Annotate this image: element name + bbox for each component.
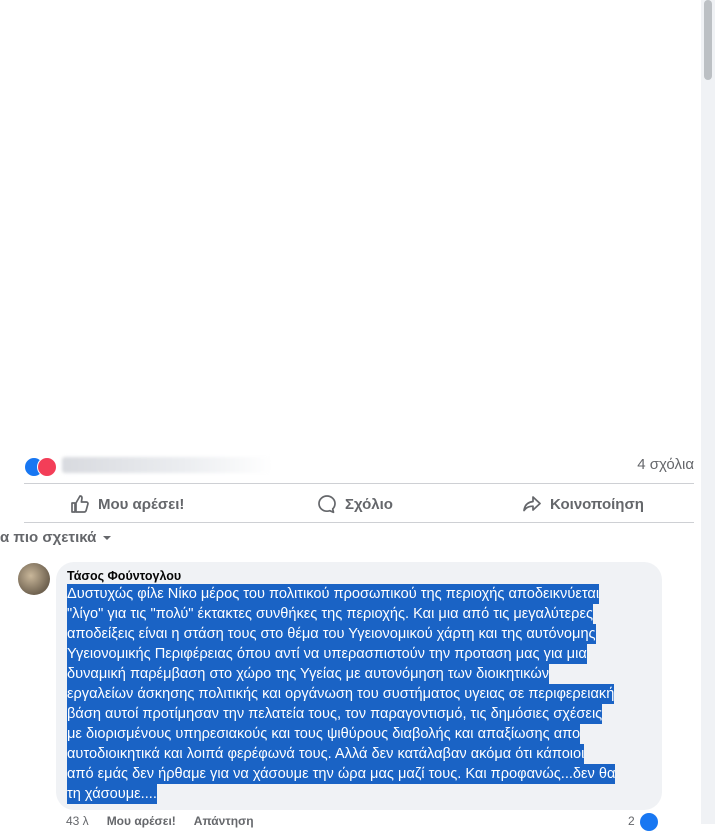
reaction-icons[interactable] xyxy=(24,455,56,477)
comment-text-selected xyxy=(67,584,615,804)
like-button[interactable] xyxy=(70,490,184,518)
comment-reaction-count: 2 xyxy=(628,814,635,828)
share-icon xyxy=(522,494,542,514)
post-actions xyxy=(24,490,694,518)
like-button-label: Μου αρέσει! xyxy=(98,495,185,513)
comment-text-line: δυναμική παρέμβαση στο χώρο της Υγείας με αυτονόμηση των διοικητικών xyxy=(67,666,550,682)
scrollbar-thumb[interactable] xyxy=(704,0,712,80)
comment-author[interactable]: Τάσος Φούντογλου xyxy=(67,569,182,583)
comment-text-line: από εμάς δεν ήρθαμε για να χάσουμε την ώρα μας μαζί τους. Και προφανώς...δεν θα xyxy=(67,766,616,782)
like-reaction-icon[interactable] xyxy=(640,813,658,831)
chevron-down-icon xyxy=(102,533,112,543)
comment-text-line: αποδείξεις είναι η στάση τους στο θέμα του Υγειονομικού χάρτη και της αυτόνομης xyxy=(67,626,596,642)
comment-like-button[interactable]: Μου αρέσει! xyxy=(106,814,176,828)
comment-text-line: βάση αυτοί προτίμησαν την πελατεία τους, τον παραγοντισμό, τις δημόσιες σχέσεις xyxy=(67,706,603,722)
reaction-names-blurred xyxy=(62,457,272,473)
comment-meta xyxy=(66,814,254,828)
share-button[interactable] xyxy=(522,490,644,518)
page-scrollbar[interactable] xyxy=(701,0,715,824)
comment-count[interactable]: 4 σχόλια xyxy=(637,456,694,473)
divider xyxy=(24,522,694,523)
comment-icon xyxy=(317,494,337,514)
love-reaction-icon xyxy=(37,457,57,477)
comment-text-line: τη χάσουμε.... xyxy=(67,786,157,802)
avatar[interactable] xyxy=(18,563,50,595)
divider xyxy=(24,483,694,484)
comment-sort-dropdown[interactable] xyxy=(0,529,112,546)
comment-text-line: εργαλείων άσκησης πολιτικής και οργάνωση του συστήματος υγειας σε περιφερειακή xyxy=(67,686,615,702)
share-button-label: Κοινοποίηση xyxy=(550,495,644,513)
sort-label: α πιο σχετικά xyxy=(0,529,97,546)
comment-text-line: Δυστυχώς φίλε Νίκο μέρος του πολιτικού προσωπικού της περιοχής αποδεικνύεται xyxy=(67,586,600,602)
comment-text-line: με διορισμένους υπηρεσιακούς και τους ψιθύρους διαβολής και απαξίωσης απο xyxy=(67,726,581,742)
reaction-summary[interactable] xyxy=(24,453,694,479)
comment-timestamp[interactable]: 43 λ xyxy=(66,814,89,828)
comment-button-label: Σχόλιο xyxy=(345,495,393,513)
comment-text-line: Υγειονομικής Περιφέρειας όπου αντί να υπερασπιστούν την προταση μας για μια xyxy=(67,646,587,662)
comment-text-line: αυτοδιοικητικά και λοιπά φερέφωνά τους. Αλλά δεν κατάλαβαν ακόμα ότι κάποιοι xyxy=(67,746,585,762)
comment-bubble xyxy=(56,562,662,810)
comment-button[interactable] xyxy=(317,490,393,518)
thumbs-up-icon xyxy=(70,494,90,514)
comment-reply-button[interactable]: Απάντηση xyxy=(193,814,254,828)
comment-text-line: "λίγο" για τις "πολύ" έκτακτες συνθήκες της περιοχής. Και μια από τις μεγαλύτερες xyxy=(67,606,594,622)
